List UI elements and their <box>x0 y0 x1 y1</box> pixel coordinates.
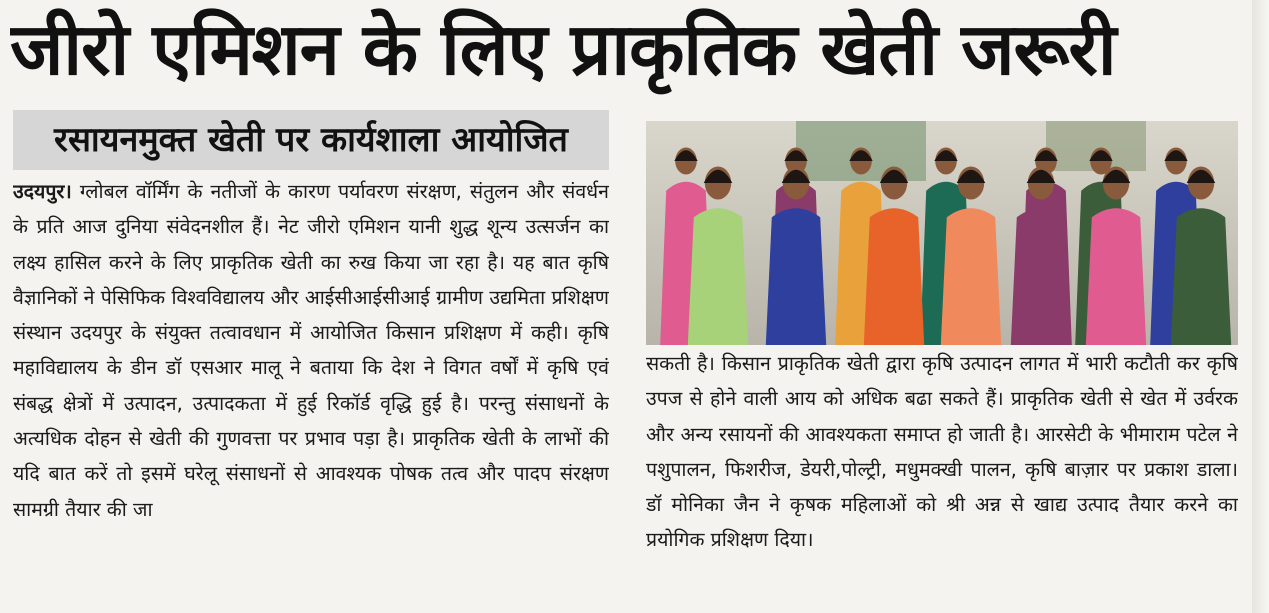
saree <box>1086 208 1146 345</box>
saree <box>864 208 924 345</box>
saree <box>688 208 748 345</box>
saree <box>1011 208 1071 345</box>
subheadline-box <box>13 110 609 170</box>
dateline: उदयपुर। <box>13 180 72 203</box>
workshop-group-photo <box>646 121 1238 345</box>
group-photo-illustration <box>646 121 1238 345</box>
article-body-right-column: सकती है। किसान प्राकृतिक खेती द्वारा कृषि उत्पादन लागत में भारी कटौती कर कृषि उपज से होने वाली आय को अधिक बढा सकते हैं। प्राकृतिक खेती से खेत में उर्वरक और अन्य रसायनों की आवश्यकता समाप्त हो जाती है। आरसेटी के भीमाराम पटेल ने पशुपालन, फिशरीज, डेयरी,पोल्ट्री, मधुमक्खी पालन, कृषि बाज़ार पर प्रकाश डाला। डॉ मोनिका जैन ने कृषक महिलाओं को श्री अन्न से खाद्य उत्पाद तैयार करने का प्रयोगिक प्रशिक्षण दिया। <box>646 352 1238 552</box>
saree <box>1171 208 1231 345</box>
subheadline: रसायनमुक्त खेती पर कार्यशाला आयोजित <box>54 120 568 160</box>
saree <box>941 208 1001 345</box>
article-body-left-column <box>13 174 609 599</box>
saree <box>766 208 826 345</box>
body-text-left: ग्लोबल वॉर्मिंग के नतीजों के कारण पर्यावरण संरक्षण, संतुलन और संवर्धन के प्रति आज दुनिया संवेदनशील हैं। नेट जीरो एमिशन यानी शुद्ध शून्य उत्सर्जन का लक्ष्य हासिल करने के लिए प्राकृतिक खेती का रुख किया जा रहा है। यह बात कृषि वैज्ञानिकों ने पेसिफिक विश्वविद्यालय और आईसीआईसीआई ग्रामीण उद्यमिता प्रशिक्षण संस्थान उदयपुर के संयुक्त तत्वावधान में आयोजित किसान प्रशिक्षण में कही। कृषि महाविद्यालय के डीन डॉ एसआर मालू ने बताया कि देश ने विगत वर्षों में कृषि एवं संबद्ध क्षेत्रों में उत्पादन, उत्पादकता में हुई रिकॉर्ड वृद्धि हुई है। परन्तु संसाधनों के अत्यधिक दोहन से खेती की गुणवत्ता पर प्रभाव पड़ा है। प्राकृतिक खेती के लाभों की यदि बात करें तो इसमें घरेलू संसाधनों से आवश्यक पोषक तत्व और पादप संरक्षण सामग्री तैयार की जा <box>13 180 609 521</box>
page-edge <box>1252 0 1269 613</box>
headline: जीरो एमिशन के लिए प्राकृतिक खेती जरूरी <box>10 7 1116 91</box>
